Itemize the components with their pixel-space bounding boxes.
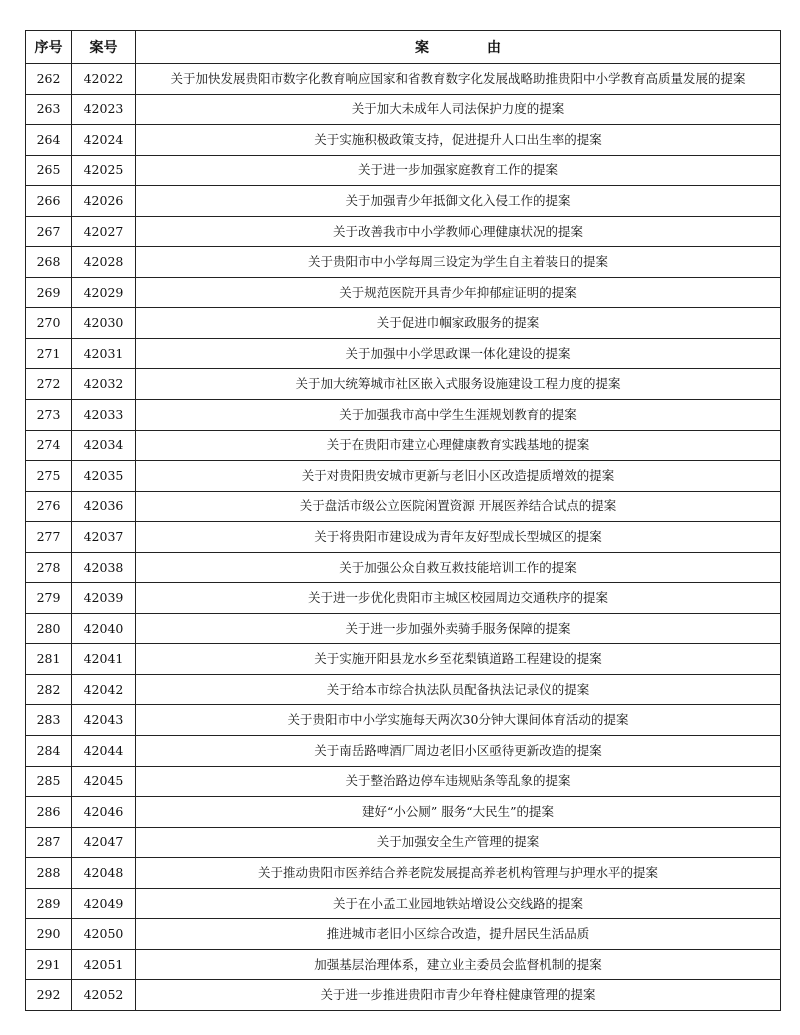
table-row <box>26 919 781 950</box>
table-row <box>26 125 781 156</box>
table-row <box>26 766 781 797</box>
case-no-cell: 42027 <box>72 216 136 247</box>
seq-cell: 281 <box>26 644 72 675</box>
reason-cell: 关于盘活市级公立医院闲置资源 开展医养结合试点的提案 <box>136 491 781 522</box>
case-no-cell: 42029 <box>72 277 136 308</box>
table-header <box>26 31 781 64</box>
reason-cell: 关于加大未成年人司法保护力度的提案 <box>136 94 781 125</box>
table-row <box>26 308 781 339</box>
case-no-cell: 42022 <box>72 64 136 95</box>
case-no-cell: 42025 <box>72 155 136 186</box>
reason-cell: 关于促进巾帼家政服务的提案 <box>136 308 781 339</box>
table-row <box>26 980 781 1011</box>
table-row <box>26 491 781 522</box>
case-no-cell: 42043 <box>72 705 136 736</box>
table-row <box>26 186 781 217</box>
header-row <box>26 31 781 64</box>
table-row <box>26 736 781 767</box>
reason-cell: 关于南岳路啤酒厂周边老旧小区亟待更新改造的提案 <box>136 736 781 767</box>
seq-cell: 266 <box>26 186 72 217</box>
table-row <box>26 613 781 644</box>
reason-cell: 关于在贵阳市建立心理健康教育实践基地的提案 <box>136 430 781 461</box>
reason-cell: 关于进一步推进贵阳市青少年脊柱健康管理的提案 <box>136 980 781 1011</box>
case-no-cell: 42037 <box>72 522 136 553</box>
case-no-cell: 42044 <box>72 736 136 767</box>
seq-cell: 285 <box>26 766 72 797</box>
case-no-cell: 42035 <box>72 461 136 492</box>
seq-cell: 269 <box>26 277 72 308</box>
reason-cell: 关于加强中小学思政课一体化建设的提案 <box>136 338 781 369</box>
header-seq: 序号 <box>26 31 72 64</box>
case-no-cell: 42040 <box>72 613 136 644</box>
reason-cell: 关于推动贵阳市医养结合养老院发展提高养老机构管理与护理水平的提案 <box>136 858 781 889</box>
table-row <box>26 888 781 919</box>
table-row <box>26 277 781 308</box>
seq-cell: 263 <box>26 94 72 125</box>
case-no-cell: 42034 <box>72 430 136 461</box>
reason-cell: 关于进一步加强家庭教育工作的提案 <box>136 155 781 186</box>
reason-cell: 关于进一步优化贵阳市主城区校园周边交通秩序的提案 <box>136 583 781 614</box>
reason-cell: 关于对贵阳贵安城市更新与老旧小区改造提质增效的提案 <box>136 461 781 492</box>
case-no-cell: 42038 <box>72 552 136 583</box>
case-no-cell: 42051 <box>72 949 136 980</box>
table-row <box>26 858 781 889</box>
seq-cell: 292 <box>26 980 72 1011</box>
seq-cell: 286 <box>26 797 72 828</box>
reason-cell: 关于将贵阳市建设成为青年友好型成长型城区的提案 <box>136 522 781 553</box>
reason-cell: 关于加大统筹城市社区嵌入式服务设施建设工程力度的提案 <box>136 369 781 400</box>
table-row <box>26 583 781 614</box>
reason-cell: 关于改善我市中小学教师心理健康状况的提案 <box>136 216 781 247</box>
seq-cell: 278 <box>26 552 72 583</box>
reason-cell: 关于加强安全生产管理的提案 <box>136 827 781 858</box>
seq-cell: 264 <box>26 125 72 156</box>
reason-cell: 关于加强我市高中学生生涯规划教育的提案 <box>136 400 781 431</box>
table-row <box>26 216 781 247</box>
case-no-cell: 42046 <box>72 797 136 828</box>
seq-cell: 275 <box>26 461 72 492</box>
reason-cell: 加强基层治理体系，建立业主委员会监督机制的提案 <box>136 949 781 980</box>
table-row <box>26 644 781 675</box>
reason-cell: 关于贵阳市中小学实施每天两次30分钟大课间体育活动的提案 <box>136 705 781 736</box>
case-no-cell: 42042 <box>72 674 136 705</box>
case-no-cell: 42049 <box>72 888 136 919</box>
case-no-cell: 42048 <box>72 858 136 889</box>
case-no-cell: 42041 <box>72 644 136 675</box>
seq-cell: 280 <box>26 613 72 644</box>
case-no-cell: 42033 <box>72 400 136 431</box>
table-row <box>26 705 781 736</box>
table-row <box>26 827 781 858</box>
case-no-cell: 42047 <box>72 827 136 858</box>
reason-cell: 关于在小孟工业园地铁站增设公交线路的提案 <box>136 888 781 919</box>
case-no-cell: 42045 <box>72 766 136 797</box>
seq-cell: 271 <box>26 338 72 369</box>
case-no-cell: 42039 <box>72 583 136 614</box>
table-row <box>26 430 781 461</box>
seq-cell: 287 <box>26 827 72 858</box>
case-no-cell: 42036 <box>72 491 136 522</box>
seq-cell: 262 <box>26 64 72 95</box>
seq-cell: 277 <box>26 522 72 553</box>
reason-cell: 推进城市老旧小区综合改造，提升居民生活品质 <box>136 919 781 950</box>
reason-cell: 关于整治路边停车违规贴条等乱象的提案 <box>136 766 781 797</box>
reason-cell: 建好“小公厕” 服务“大民生”的提案 <box>136 797 781 828</box>
case-no-cell: 42031 <box>72 338 136 369</box>
reason-cell: 关于给本市综合执法队员配备执法记录仪的提案 <box>136 674 781 705</box>
header-reason: 案 由 <box>136 31 781 64</box>
case-no-cell: 42032 <box>72 369 136 400</box>
case-no-cell: 42024 <box>72 125 136 156</box>
table-row <box>26 400 781 431</box>
table-row <box>26 369 781 400</box>
seq-cell: 273 <box>26 400 72 431</box>
table-row <box>26 949 781 980</box>
reason-cell: 关于贵阳市中小学每周三设定为学生自主着装日的提案 <box>136 247 781 278</box>
seq-cell: 265 <box>26 155 72 186</box>
case-no-cell: 42050 <box>72 919 136 950</box>
seq-cell: 284 <box>26 736 72 767</box>
case-no-cell: 42052 <box>72 980 136 1011</box>
seq-cell: 276 <box>26 491 72 522</box>
seq-cell: 291 <box>26 949 72 980</box>
table-row <box>26 674 781 705</box>
seq-cell: 268 <box>26 247 72 278</box>
reason-cell: 关于加强青少年抵御文化入侵工作的提案 <box>136 186 781 217</box>
seq-cell: 272 <box>26 369 72 400</box>
table-row <box>26 338 781 369</box>
table-row <box>26 522 781 553</box>
table-row <box>26 94 781 125</box>
reason-cell: 关于实施积极政策支持，促进提升人口出生率的提案 <box>136 125 781 156</box>
reason-cell: 关于规范医院开具青少年抑郁症证明的提案 <box>136 277 781 308</box>
reason-cell: 关于加快发展贵阳市数字化教育响应国家和省教育数字化发展战略助推贵阳中小学教育高质量发展的提案 <box>136 64 781 95</box>
seq-cell: 274 <box>26 430 72 461</box>
table-body <box>26 64 781 1011</box>
seq-cell: 289 <box>26 888 72 919</box>
proposal-table <box>25 30 781 1011</box>
case-no-cell: 42026 <box>72 186 136 217</box>
seq-cell: 290 <box>26 919 72 950</box>
seq-cell: 270 <box>26 308 72 339</box>
seq-cell: 288 <box>26 858 72 889</box>
table-row <box>26 155 781 186</box>
table-row <box>26 247 781 278</box>
table-row <box>26 64 781 95</box>
table-row <box>26 797 781 828</box>
reason-cell: 关于实施开阳县龙水乡至花梨镇道路工程建设的提案 <box>136 644 781 675</box>
case-no-cell: 42028 <box>72 247 136 278</box>
case-no-cell: 42030 <box>72 308 136 339</box>
seq-cell: 267 <box>26 216 72 247</box>
reason-cell: 关于加强公众自救互救技能培训工作的提案 <box>136 552 781 583</box>
seq-cell: 282 <box>26 674 72 705</box>
seq-cell: 279 <box>26 583 72 614</box>
table-row <box>26 552 781 583</box>
reason-cell: 关于进一步加强外卖骑手服务保障的提案 <box>136 613 781 644</box>
header-case-no: 案号 <box>72 31 136 64</box>
seq-cell: 283 <box>26 705 72 736</box>
case-no-cell: 42023 <box>72 94 136 125</box>
table-row <box>26 461 781 492</box>
